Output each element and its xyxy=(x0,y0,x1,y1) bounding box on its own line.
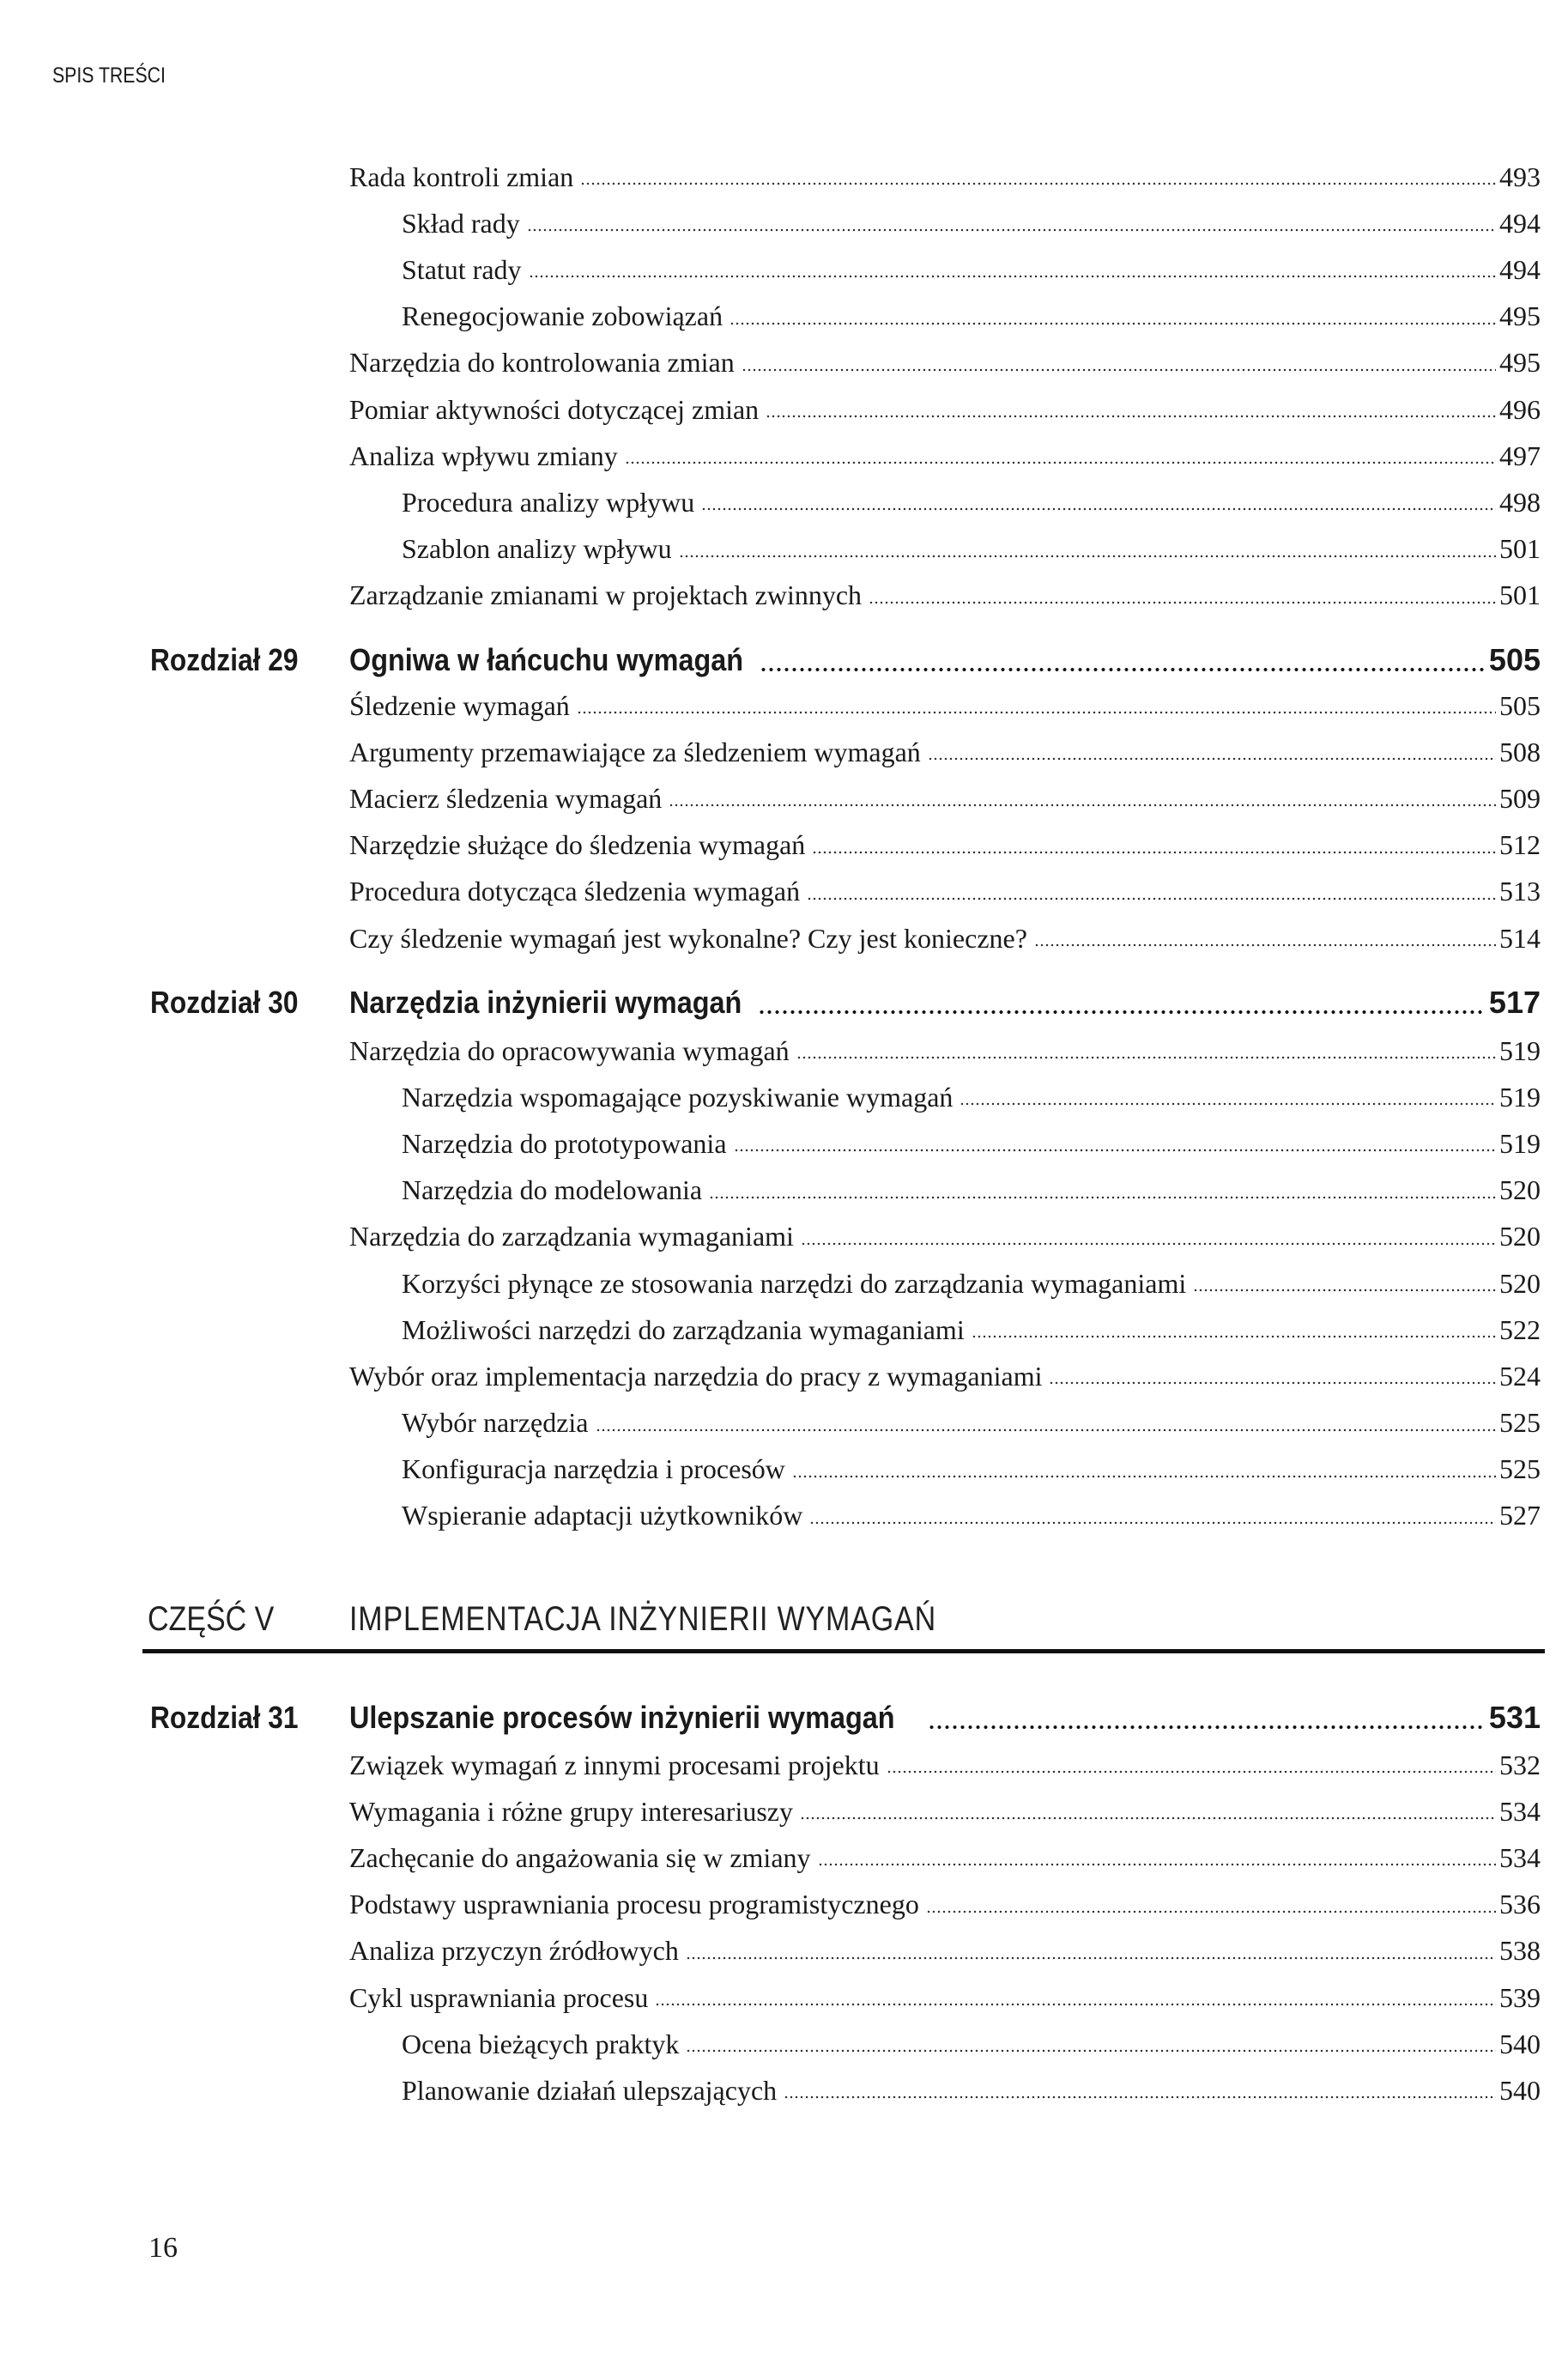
entry-title: Wspieranie adaptacji użytkowników xyxy=(402,1500,803,1531)
entry-title: Renegocjowanie zobowiązań xyxy=(402,300,723,332)
entry-page: 534 xyxy=(1499,1795,1541,1827)
entry-page: 520 xyxy=(1499,1267,1541,1299)
toc-entry[interactable] xyxy=(0,433,1568,479)
chapter-heading[interactable] xyxy=(0,1692,1568,1743)
toc-entry[interactable] xyxy=(0,200,1568,246)
entry-page: 525 xyxy=(1499,1407,1541,1439)
dot-leader xyxy=(1193,1264,1496,1292)
entry-title: Analiza wpływu zmiany xyxy=(349,440,618,471)
entry-page: 520 xyxy=(1499,1221,1541,1252)
dot-leader xyxy=(580,158,1496,185)
chapter-heading[interactable] xyxy=(0,977,1568,1028)
dot-leader xyxy=(928,1699,1486,1730)
entry-page: 540 xyxy=(1499,2028,1541,2059)
chapter-heading[interactable] xyxy=(0,634,1568,686)
toc-entry[interactable] xyxy=(0,1974,1568,2021)
entry-title: Konfiguracja narzędzia i procesów xyxy=(402,1453,785,1485)
entry-title: Analiza przyczyn źródłowych xyxy=(349,1935,679,1967)
dot-leader xyxy=(972,1311,1496,1338)
dot-leader xyxy=(742,344,1496,372)
entry-title: Narzędzie służące do śledzenia wymagań xyxy=(349,829,806,861)
entry-page: 493 xyxy=(1499,161,1541,192)
dot-leader xyxy=(818,1839,1496,1866)
chapter-label: Rozdział 31 xyxy=(150,1700,299,1735)
entry-page: 539 xyxy=(1499,1981,1541,2013)
dot-leader xyxy=(869,577,1496,604)
entry-page: 519 xyxy=(1499,1034,1541,1066)
dot-leader xyxy=(686,2025,1496,2053)
dot-leader xyxy=(928,733,1496,761)
part-divider xyxy=(142,1649,1545,1653)
toc-entry[interactable] xyxy=(0,1028,1568,1074)
toc-section xyxy=(0,1742,1568,2114)
toc-section xyxy=(0,1028,1568,1539)
entry-title: Procedura analizy wpływu xyxy=(402,486,695,518)
entry-page: 501 xyxy=(1499,533,1541,565)
chapter-page: 517 xyxy=(1488,985,1541,1020)
dot-leader xyxy=(784,2071,1496,2099)
entry-title: Wybór narzędzia xyxy=(402,1407,589,1439)
running-header: SPIS TREŚCI xyxy=(52,64,166,88)
toc-entry[interactable] xyxy=(0,2021,1568,2067)
entry-title: Rada kontroli zmian xyxy=(349,161,574,192)
toc-entry[interactable] xyxy=(0,1214,1568,1260)
dot-leader xyxy=(669,779,1496,807)
entry-title: Argumenty przemawiające za śledzeniem wymagań xyxy=(349,736,921,767)
toc-entry[interactable] xyxy=(0,340,1568,386)
chapter-page: 531 xyxy=(1488,1700,1541,1735)
entry-page: 512 xyxy=(1499,829,1541,861)
entry-title: Śledzenie wymagań xyxy=(349,689,570,721)
entry-title: Podstawy usprawniania procesu programistycznego xyxy=(349,1889,919,1920)
dot-leader xyxy=(527,204,1496,232)
dot-leader xyxy=(730,298,1496,325)
toc-entry[interactable] xyxy=(0,294,1568,340)
toc-entry[interactable] xyxy=(0,526,1568,573)
dot-leader xyxy=(686,1932,1496,1960)
toc-entry[interactable] xyxy=(0,1120,1568,1167)
toc-entry[interactable] xyxy=(0,822,1568,869)
dot-leader xyxy=(960,1078,1496,1106)
chapter-label: Rozdział 30 xyxy=(150,985,299,1020)
toc-entry[interactable] xyxy=(0,1788,1568,1834)
entry-page: 495 xyxy=(1499,347,1541,379)
toc-entry[interactable] xyxy=(0,915,1568,961)
dot-leader xyxy=(529,251,1496,278)
entry-title: Związek wymagań z innymi procesami projektu xyxy=(349,1749,880,1780)
entry-title: Narzędzia do opracowywania wymagań xyxy=(349,1034,790,1066)
entry-title: Macierz śledzenia wymagań xyxy=(349,782,663,814)
entry-page: 508 xyxy=(1499,736,1541,767)
entry-page: 536 xyxy=(1499,1889,1541,1920)
part-label: CZĘŚĆ V xyxy=(148,1600,275,1638)
dot-leader xyxy=(926,1886,1496,1913)
entry-title: Narzędzia wspomagające pozyskiwanie wymagań xyxy=(402,1081,954,1113)
toc-entry[interactable] xyxy=(0,1307,1568,1353)
dot-leader xyxy=(809,1497,1496,1525)
toc-entry[interactable] xyxy=(0,1260,1568,1307)
dot-leader xyxy=(679,531,1496,558)
entry-page: 524 xyxy=(1499,1360,1541,1392)
toc-entry[interactable] xyxy=(0,1167,1568,1214)
part-title: IMPLEMENTACJA INŻYNIERII WYMAGAŃ xyxy=(349,1600,936,1638)
dot-leader xyxy=(701,483,1496,511)
dot-leader xyxy=(709,1172,1496,1199)
entry-page: 538 xyxy=(1499,1935,1541,1967)
entry-page: 519 xyxy=(1499,1081,1541,1113)
entry-page: 540 xyxy=(1499,2074,1541,2106)
dot-leader xyxy=(887,1746,1496,1774)
toc-entry[interactable] xyxy=(0,1074,1568,1120)
entry-page: 509 xyxy=(1499,782,1541,814)
entry-title: Wymagania i różne grupy interesariuszy xyxy=(349,1795,793,1827)
toc-entry[interactable] xyxy=(0,1446,1568,1493)
toc-section xyxy=(0,154,1568,619)
entry-title: Planowanie działań ulepszających xyxy=(402,2074,778,2106)
toc-entry[interactable] xyxy=(0,154,1568,200)
entry-title: Wybór oraz implementacja narzędzia do pracy z wymaganiami xyxy=(349,1360,1043,1392)
chapter-title: Narzędzia inżynierii wymagań xyxy=(349,985,742,1020)
dot-leader xyxy=(758,984,1486,1015)
dot-leader xyxy=(800,1792,1496,1820)
toc-entry[interactable] xyxy=(0,1493,1568,1539)
dot-leader xyxy=(801,1218,1496,1246)
dot-leader xyxy=(766,391,1496,418)
toc-entry[interactable] xyxy=(0,1928,1568,1974)
entry-page: 513 xyxy=(1499,876,1541,907)
dot-leader xyxy=(760,641,1486,672)
chapter-title: Ulepszanie procesów inżynierii wymagań xyxy=(349,1700,895,1735)
entry-title: Korzyści płynące ze stosowania narzędzi do zarządzania wymaganiami xyxy=(402,1267,1187,1299)
chapter-label: Rozdział 29 xyxy=(150,642,299,677)
entry-title: Ocena bieżących praktyk xyxy=(402,2028,680,2059)
chapter-page: 505 xyxy=(1488,642,1541,677)
entry-title: Narzędzia do prototypowania xyxy=(402,1127,727,1159)
entry-title: Narzędzia do kontrolowania zmian xyxy=(349,347,735,379)
entry-title: Pomiar aktywności dotyczącej zmian xyxy=(349,393,760,425)
dot-leader xyxy=(577,687,1496,714)
entry-page: 496 xyxy=(1499,393,1541,425)
entry-title: Skład rady xyxy=(402,207,520,239)
entry-page: 495 xyxy=(1499,300,1541,332)
toc-entry[interactable] xyxy=(0,2067,1568,2113)
entry-page: 505 xyxy=(1499,689,1541,721)
entry-title: Szablon analizy wpływu xyxy=(402,533,672,565)
dot-leader xyxy=(625,437,1496,464)
entry-page: 525 xyxy=(1499,1453,1541,1485)
entry-title: Czy śledzenie wymagań jest wykonalne? Czy jest konieczne? xyxy=(349,922,1027,954)
toc-entry[interactable] xyxy=(0,729,1568,775)
entry-page: 498 xyxy=(1499,486,1541,518)
entry-title: Zachęcanie do angażowania się w zmiany xyxy=(349,1841,811,1873)
entry-title: Narzędzia do modelowania xyxy=(402,1174,703,1206)
dot-leader xyxy=(1049,1357,1496,1385)
entry-page: 532 xyxy=(1499,1749,1541,1780)
toc-entry[interactable] xyxy=(0,573,1568,619)
dot-leader xyxy=(596,1404,1497,1432)
toc-entry[interactable] xyxy=(0,1353,1568,1399)
toc-entry[interactable] xyxy=(0,1882,1568,1928)
dot-leader xyxy=(655,1979,1496,2006)
chapter-title: Ogniwa w łańcuchu wymagań xyxy=(349,642,744,677)
entry-page: 522 xyxy=(1499,1313,1541,1345)
entry-title: Możliwości narzędzi do zarządzania wymaganiami xyxy=(402,1313,965,1345)
entry-title: Procedura dotycząca śledzenia wymagań xyxy=(349,876,801,907)
dot-leader xyxy=(807,873,1496,901)
toc-entry[interactable] xyxy=(0,246,1568,293)
entry-title: Narzędzia do zarządzania wymaganiami xyxy=(349,1221,794,1252)
toc-entry[interactable] xyxy=(0,386,1568,433)
entry-page: 534 xyxy=(1499,1841,1541,1873)
dot-leader xyxy=(1034,919,1496,947)
entry-page: 497 xyxy=(1499,440,1541,471)
entry-page: 494 xyxy=(1499,253,1541,285)
toc-entry[interactable] xyxy=(0,1834,1568,1881)
entry-page: 501 xyxy=(1499,579,1541,611)
entry-title: Cykl usprawniania procesu xyxy=(349,1981,649,2013)
toc-entry[interactable] xyxy=(0,1400,1568,1446)
entry-page: 494 xyxy=(1499,207,1541,239)
part-heading xyxy=(0,1595,1568,1646)
toc-entry[interactable] xyxy=(0,682,1568,729)
dot-leader xyxy=(734,1125,1496,1152)
entry-title: Zarządzanie zmianami w projektach zwinnych xyxy=(349,579,863,611)
toc-entry[interactable] xyxy=(0,869,1568,915)
toc-section xyxy=(0,682,1568,961)
dot-leader xyxy=(812,827,1496,854)
entry-title: Statut rady xyxy=(402,253,522,285)
dot-leader xyxy=(792,1451,1496,1478)
toc-entry[interactable] xyxy=(0,1742,1568,1788)
page-number: 16 xyxy=(148,2232,178,2264)
entry-page: 520 xyxy=(1499,1174,1541,1206)
dot-leader xyxy=(796,1032,1496,1059)
toc-entry[interactable] xyxy=(0,479,1568,525)
toc-entry[interactable] xyxy=(0,775,1568,822)
entry-page: 514 xyxy=(1499,922,1541,954)
entry-page: 527 xyxy=(1499,1500,1541,1531)
entry-page: 519 xyxy=(1499,1127,1541,1159)
